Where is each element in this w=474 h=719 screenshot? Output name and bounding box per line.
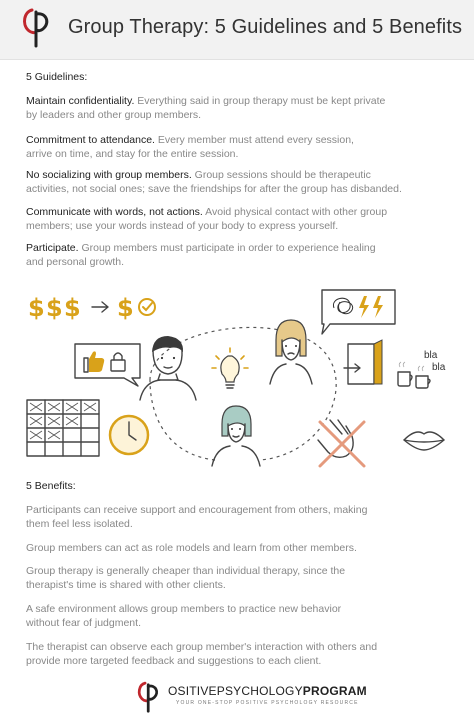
guideline-text: Group sessions should be therapeutic: [191, 169, 371, 181]
lips-icon: [404, 432, 444, 450]
brand-bold: PROGRAM: [302, 684, 367, 698]
guideline-text-2: activities, not social ones; save the friendships for after the group has disbanded.: [26, 183, 402, 195]
benefit-safe-environment: [26, 602, 466, 630]
benefit-text-2: provide more targeted feedback and suggestions to each client.: [26, 655, 322, 667]
benefit-cheaper: [26, 564, 466, 592]
guideline-text-2: members; use your words instead of your body to express yourself.: [26, 220, 339, 232]
benefit-role-models: [26, 541, 466, 555]
guideline-lead: Maintain confidentiality.: [26, 95, 135, 107]
guideline-lead: No socializing with group members.: [26, 169, 192, 181]
benefit-support: [26, 503, 466, 531]
thumbs-up-icon: [84, 351, 104, 372]
benefit-text-2: therapist's time is shared with other clients.: [26, 579, 226, 591]
calendar-grid-icon: [27, 400, 99, 456]
guideline-text: Avoid physical contact with other group: [202, 206, 388, 218]
benefit-targeted-feedback: [26, 640, 466, 668]
benefit-text-2: them feel less isolated.: [26, 518, 133, 530]
illustration-panel: [0, 280, 474, 470]
money-icon-group: [28, 294, 155, 322]
arrow-right-icon: [92, 302, 108, 312]
brand-mid: PSYCHOLOGY: [216, 684, 303, 698]
positive-psychology-logo: [22, 6, 52, 52]
guideline-text-2: and personal growth.: [26, 256, 125, 268]
lock-icon: [111, 353, 125, 371]
benefit-text: Group therapy is generally cheaper than individual therapy, since the: [26, 565, 346, 577]
dollar-icon: $: [64, 294, 81, 322]
guideline-text: Everything said in group therapy must be kept private: [134, 95, 386, 107]
guideline-text-2: arrive on time, and stay for the entire session.: [26, 148, 239, 160]
check-circle-icon: [139, 299, 155, 315]
footer-logo: [134, 680, 164, 716]
coffee-mugs-icon: [398, 362, 430, 388]
brand-name: [168, 684, 367, 698]
guideline-text: Every member must attend every session,: [154, 134, 354, 146]
speech-bubble-thumbs-lock: [75, 344, 140, 386]
guideline-text: Group members must participate in order to experience healing: [78, 242, 376, 254]
dollar-icon: $: [46, 294, 63, 322]
guideline-communicate: [26, 205, 466, 233]
door-exit-icon: [344, 340, 382, 384]
brand-light: OSITIVE: [168, 684, 217, 698]
guideline-text-2: by leaders and other group members.: [26, 109, 202, 121]
guideline-lead: Participate.: [26, 242, 79, 254]
bla-text: bla: [424, 350, 438, 361]
benefit-text: Participants can receive support and encouragement from others, making: [26, 504, 368, 516]
speech-bubble-frustration: [322, 290, 395, 334]
dollar-icon: $: [28, 294, 45, 322]
guideline-attendance: [26, 133, 466, 161]
guidelines-heading: 5 Guidelines:: [26, 71, 88, 83]
benefit-text-2: without fear of judgment.: [26, 617, 141, 629]
benefit-text: Group members can act as role models and learn from other members.: [26, 542, 357, 554]
man-avatar: [140, 336, 196, 400]
benefit-text: A safe environment allows group members to practice new behavior: [26, 603, 342, 615]
guideline-no-socializing: [26, 168, 466, 196]
bla-text: bla: [432, 362, 446, 373]
woman-avatar-bottom: [212, 406, 260, 466]
guideline-lead: Commitment to attendance.: [26, 134, 155, 146]
brand-tagline: YOUR ONE-STOP POSITIVE PSYCHOLOGY RESOURCE: [176, 700, 359, 706]
benefits-heading: 5 Benefits:: [26, 480, 76, 492]
lightning-bolt-icon: [359, 296, 383, 318]
guideline-lead: Communicate with words, not actions.: [26, 206, 203, 218]
guideline-confidentiality: [26, 94, 466, 122]
clock-icon: [110, 416, 148, 454]
guideline-participate: [26, 241, 466, 269]
scribble-icon: [333, 298, 352, 313]
no-touch-hand-icon: [318, 420, 364, 466]
lightbulb-icon: [212, 348, 248, 388]
benefit-text: The therapist can observe each group member's interaction with others and: [26, 641, 378, 653]
dollar-icon: $: [117, 294, 134, 322]
page-title: Group Therapy: 5 Guidelines and 5 Benefits: [68, 16, 463, 38]
header-bar: [0, 0, 474, 60]
